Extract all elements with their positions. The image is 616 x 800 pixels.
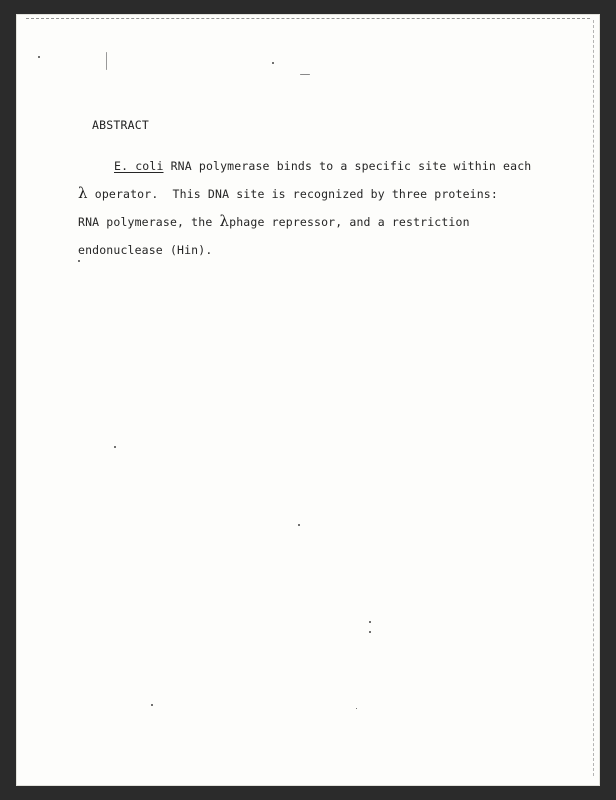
abstract-line-4 <box>78 236 578 264</box>
speck <box>272 62 274 64</box>
speck <box>114 446 116 448</box>
line1-text: RNA polymerase binds to a specific site within each <box>163 159 532 173</box>
abstract-line-2 <box>78 180 578 208</box>
species-name: E. coli <box>114 159 164 173</box>
speck <box>298 524 300 526</box>
speck <box>356 708 357 709</box>
line3-text-after: phage repressor, and a restriction <box>229 215 470 229</box>
lambda-symbol: λ <box>219 212 230 230</box>
speck <box>106 52 107 70</box>
speck <box>151 704 153 706</box>
speck <box>300 74 310 75</box>
speck <box>38 56 40 58</box>
line4-text: endonuclease (Hin). <box>78 243 213 257</box>
speck <box>369 621 371 623</box>
speck <box>369 631 371 633</box>
line3-text-before: RNA polymerase, the <box>78 215 220 229</box>
document-page <box>16 14 600 786</box>
line2-text: operator. This DNA site is recognized by three proteins: <box>87 187 498 201</box>
abstract-line-3 <box>78 208 578 236</box>
abstract-line-1 <box>78 152 578 180</box>
abstract-heading: ABSTRACT <box>92 118 149 132</box>
abstract-body <box>78 152 578 264</box>
lambda-symbol: λ <box>78 184 88 202</box>
